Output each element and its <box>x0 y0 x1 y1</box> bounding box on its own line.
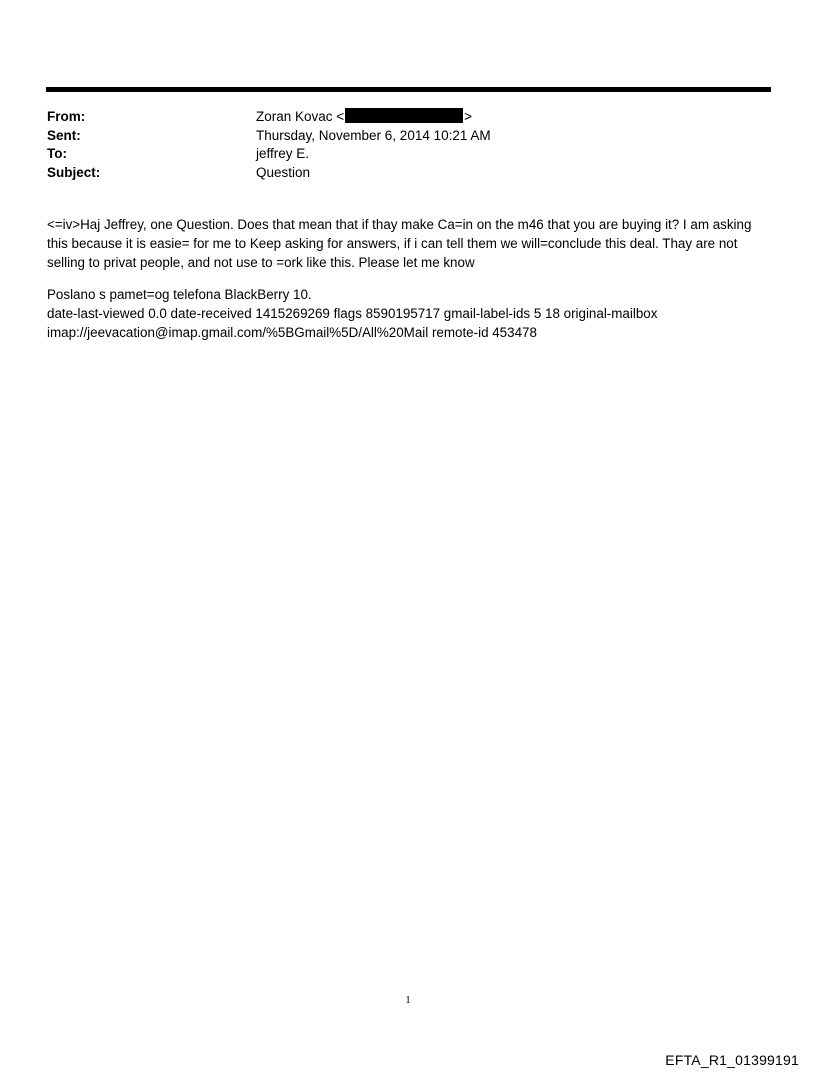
email-signature <box>47 285 772 342</box>
sent-value: Thursday, November 6, 2014 10:21 AM <box>256 127 491 143</box>
subject-label: Subject: <box>47 164 101 180</box>
email-body <box>47 215 772 272</box>
message-paragraph: <=iv>Haj Jeffrey, one Question. Does that mean that if thay make Ca=in on the m46 that you are buying it? I am asking this because it is easie= for me to Keep asking for answers, if i can tell them we will=conclude this deal. Thay are not selling to privat people, and not use to =ork like this. Please let me know <box>47 217 752 270</box>
header-divider <box>46 87 771 92</box>
page-number: 1 <box>405 994 411 1006</box>
from-name: Zoran Kovac < <box>256 109 345 124</box>
from-value <box>256 108 472 127</box>
metadata-line: date-last-viewed 0.0 date-received 1415269269 flags 8590195717 gmail-label-ids 5 18 original-mailbox imap://jeevacation@imap.gmail.com/%5BGmail%5D/All%20Mail remote-id 453478 <box>47 306 658 340</box>
to-label: To: <box>47 146 67 161</box>
from-label: From: <box>47 109 86 124</box>
document-id: EFTA_R1_01399191 <box>665 1052 799 1068</box>
email-header <box>47 108 767 182</box>
to-row <box>47 145 767 164</box>
signature-line: Poslano s pamet=og telefona BlackBerry 10. <box>47 287 312 302</box>
subject-row <box>47 164 767 183</box>
redaction-block <box>345 108 463 123</box>
sent-row <box>47 127 767 146</box>
sent-label: Sent: <box>47 127 81 143</box>
from-suffix: > <box>464 109 473 124</box>
subject-value: Question <box>256 164 311 180</box>
to-value: jeffrey E. <box>256 146 310 161</box>
from-row <box>47 108 767 127</box>
